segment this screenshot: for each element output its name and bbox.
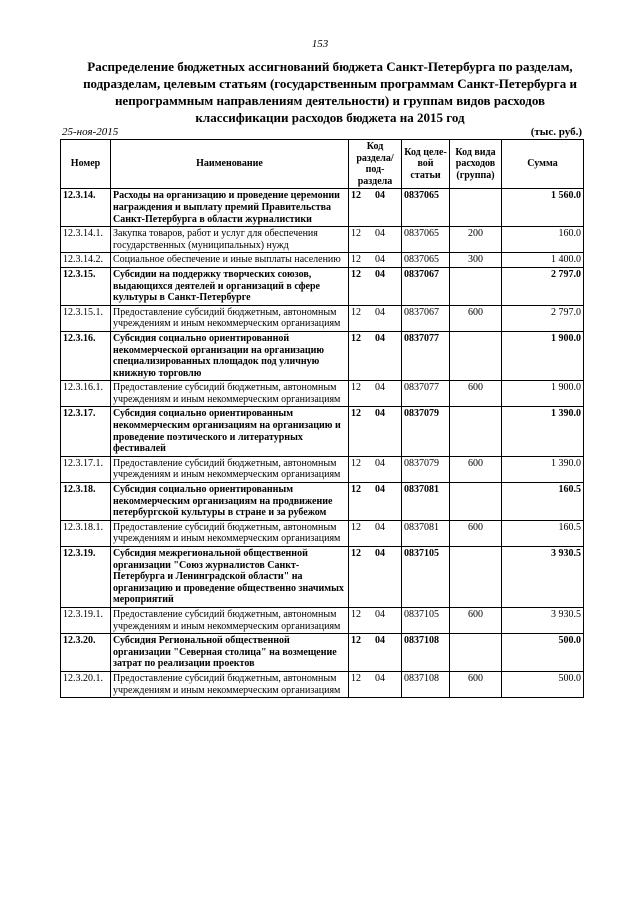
row-kind: 600 [450,381,502,407]
row-name: Предоставление субсидий бюджетным, автономным учреждениям и иным некоммерческим организациям [111,456,349,482]
row-code: 0837065 [402,227,450,253]
row-name: Расходы на организацию и проведение церемонии награждения и выплату премий Правительства Санкт-Петербурга в области журналистики [111,189,349,227]
row-code: 0837077 [402,381,450,407]
row-sum: 3 930.5 [502,547,584,608]
row-sum: 1 390.0 [502,456,584,482]
header-number: Номер [61,140,111,189]
page-number: 153 [311,38,329,50]
table-row [61,227,584,253]
row-code: 0837065 [402,253,450,268]
row-section [349,227,402,253]
row-number: 12.3.14. [61,189,111,227]
row-section-part: 12 [351,254,361,266]
row-kind [450,331,502,380]
row-section [349,520,402,546]
row-section [349,189,402,227]
table-row [61,607,584,633]
row-name: Субсидия Региональной общественной организации "Северная столица" на возмещение затрат по реализации проектов [111,634,349,672]
row-number: 12.3.19. [61,547,111,608]
document-date: 25-ноя-2015 [62,126,119,138]
row-subsection-part: 04 [375,254,385,266]
row-section [349,607,402,633]
row-name: Предоставление субсидий бюджетным, автономным учреждениям и иным некоммерческим организациям [111,305,349,331]
row-section [349,381,402,407]
row-kind [450,547,502,608]
table-header-row [61,140,584,189]
row-subsection-part: 04 [375,382,385,394]
row-sum: 1 900.0 [502,331,584,380]
row-number: 12.3.15. [61,267,111,305]
row-kind [450,483,502,521]
row-sum: 3 930.5 [502,607,584,633]
row-section-part: 12 [351,268,361,280]
row-sum: 500.0 [502,634,584,672]
row-section [349,253,402,268]
row-code: 0837067 [402,305,450,331]
row-section [349,671,402,697]
row-code: 0837079 [402,456,450,482]
row-sum: 160.0 [502,227,584,253]
row-code: 0837067 [402,267,450,305]
row-section-part: 12 [351,306,361,318]
row-name: Предоставление субсидий бюджетным, автономным учреждениям и иным некоммерческим организациям [111,671,349,697]
row-number: 12.3.20. [61,634,111,672]
row-subsection-part: 04 [375,457,385,469]
row-section [349,547,402,608]
row-subsection-part: 04 [375,228,385,240]
row-number: 12.3.15.1. [61,305,111,331]
row-name: Субсидии на поддержку творческих союзов, выдающихся деятелей и организаций в сфере культуры в Санкт-Петербурге [111,267,349,305]
table-row [61,483,584,521]
row-code: 0837077 [402,331,450,380]
row-name: Субсидия межрегиональной общественной организации "Союз журналистов Санкт-Петербурга и Ленинградской области" на организацию и проведение общественно значимых мероприятий [111,547,349,608]
table-row [61,407,584,456]
header-sum: Сумма [502,140,584,189]
row-section-part: 12 [351,190,361,202]
row-name: Предоставление субсидий бюджетным, автономным учреждениям и иным некоммерческим организациям [111,381,349,407]
row-kind: 200 [450,227,502,253]
row-section-part: 12 [351,548,361,559]
row-section-part: 12 [351,608,361,620]
row-code: 0837079 [402,407,450,456]
row-section [349,634,402,672]
row-name: Социальное обеспечение и иные выплаты населению [111,253,349,268]
row-subsection-part: 04 [375,672,385,684]
row-sum: 500.0 [502,671,584,697]
header-kind: Код вида расходов (группа) [450,140,502,189]
row-subsection-part: 04 [375,408,385,420]
units-label: (тыс. руб.) [530,126,582,138]
table-row [61,305,584,331]
row-sum: 2 797.0 [502,267,584,305]
row-kind [450,634,502,672]
table-row [61,671,584,697]
row-name: Субсидия социально ориентированным некоммерческим организациям на продвижение петербургской культуры в стране и за рубежом [111,483,349,521]
table-row [61,253,584,268]
row-number: 12.3.14.1. [61,227,111,253]
row-subsection-part: 04 [375,306,385,318]
table-row [61,381,584,407]
table-row [61,331,584,380]
row-subsection-part: 04 [375,332,385,344]
row-kind [450,189,502,227]
row-code: 0837108 [402,634,450,672]
row-section-part: 12 [351,228,361,240]
row-section-part: 12 [351,672,361,684]
row-kind: 600 [450,456,502,482]
row-section-part: 12 [351,457,361,469]
row-sum: 1 560.0 [502,189,584,227]
row-section [349,456,402,482]
header-name: Наименование [111,140,349,189]
row-subsection-part: 04 [375,635,385,647]
row-sum: 1 390.0 [502,407,584,456]
table-row [61,520,584,546]
row-section-part: 12 [351,521,361,533]
row-number: 12.3.14.2. [61,253,111,268]
row-name: Предоставление субсидий бюджетным, автономным учреждениям и иным некоммерческим организациям [111,520,349,546]
row-number: 12.3.16.1. [61,381,111,407]
row-subsection-part: 04 [375,484,385,496]
row-kind [450,267,502,305]
row-code: 0837065 [402,189,450,227]
row-code: 0837105 [402,607,450,633]
row-sum: 160.5 [502,483,584,521]
row-number: 12.3.16. [61,331,111,380]
table-row [61,547,584,608]
row-kind [450,407,502,456]
row-section [349,407,402,456]
row-kind: 300 [450,253,502,268]
row-sum: 1 900.0 [502,381,584,407]
row-number: 12.3.20.1. [61,671,111,697]
row-section-part: 12 [351,408,361,420]
row-number: 12.3.19.1. [61,607,111,633]
document-title: Распределение бюджетных ассигнований бюджета Санкт-Петербурга по разделам, подразделам, целевым статьям (государственным программам Санкт-Петербурга и непрограммным направлениям деятельности) и группам видов расходов классификации расходов бюджета на 2015 год [83,59,577,125]
budget-table [60,139,584,698]
row-number: 12.3.18. [61,483,111,521]
row-subsection-part: 04 [375,548,385,559]
header-code: Код целе-вой статьи [402,140,450,189]
row-subsection-part: 04 [375,608,385,620]
row-code: 0837081 [402,483,450,521]
row-code: 0837108 [402,671,450,697]
row-kind: 600 [450,520,502,546]
row-section-part: 12 [351,635,361,647]
row-sum: 1 400.0 [502,253,584,268]
row-sum: 2 797.0 [502,305,584,331]
row-section [349,267,402,305]
row-code: 0837081 [402,520,450,546]
row-section [349,331,402,380]
row-name: Закупка товаров, работ и услуг для обеспечения государственных (муниципальных) нужд [111,227,349,253]
row-kind: 600 [450,671,502,697]
table-row [61,456,584,482]
row-kind: 600 [450,607,502,633]
table-row [61,189,584,227]
row-section-part: 12 [351,382,361,394]
row-section-part: 12 [351,484,361,496]
row-subsection-part: 04 [375,521,385,533]
row-subsection-part: 04 [375,268,385,280]
table-row [61,267,584,305]
row-name: Предоставление субсидий бюджетным, автономным учреждениям и иным некоммерческим организациям [111,607,349,633]
row-section [349,305,402,331]
table-row [61,634,584,672]
row-number: 12.3.18.1. [61,520,111,546]
row-sum: 160.5 [502,520,584,546]
row-subsection-part: 04 [375,190,385,202]
row-code: 0837105 [402,547,450,608]
row-section [349,483,402,521]
row-name: Субсидия социально ориентированной некоммерческой организации на организацию специализированных площадок под уличную книжную торговлю [111,331,349,380]
row-number: 12.3.17.1. [61,456,111,482]
row-section-part: 12 [351,332,361,344]
header-section: Код раздела/ под-раздела [349,140,402,189]
row-kind: 600 [450,305,502,331]
row-number: 12.3.17. [61,407,111,456]
row-name: Субсидия социально ориентированным некоммерческим организациям на организацию и проведение поэтического и литературных фестивалей [111,407,349,456]
